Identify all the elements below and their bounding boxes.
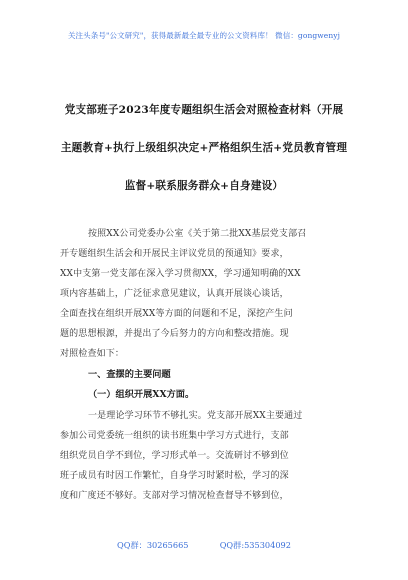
header-banner: 关注头条号"公文研究"，获得最新最全最专业的公文资料库！ 微信：gongwenyj xyxy=(67,31,341,40)
footer-qq-group-1: QQ群：30265665 xyxy=(117,540,189,550)
document-title-line-3: 监督+联系服务群众+自身建设） xyxy=(124,180,284,192)
intro-line-6: 题的思想根源，并提出了今后努力的方向和整改措施。现 xyxy=(60,329,289,339)
para2-line-2: 参加公司党委统一组织的读书班集中学习方式进行，支部 xyxy=(60,431,289,441)
para2-line-4: 班子成员有时因工作繁忙，自身学习时紧时松，学习的深 xyxy=(60,471,289,481)
document-title-line-1: 党支部班子2023年度专题组织生活会对照检查材料（开展 xyxy=(64,104,344,116)
para2-line-1: 一是理论学习环节不够扎实。党支部开展XX主要通过 xyxy=(88,411,303,421)
document-title-line-2: 主题教育+执行上级组织决定+严格组织生活+党员教育管理 xyxy=(60,142,348,154)
intro-line-7: 对照检查如下： xyxy=(60,349,125,359)
footer-contacts xyxy=(0,540,408,551)
footer-qq-group-2: QQ群:535304092 xyxy=(219,540,291,550)
para2-line-5: 度和广度还不够好。支部对学习情况检查督导不够到位， xyxy=(60,491,289,501)
section-heading-1: 一、查摆的主要问题 xyxy=(88,369,171,380)
para2-line-3: 组织党员自学不到位，学习形式单一。交流研讨不够到位 xyxy=(60,451,289,461)
section-heading-2: （一）组织开展XX方面。 xyxy=(88,389,195,400)
intro-line-1: 按照XX公司党委办公室《关于第二批XX基层党支部召 xyxy=(88,229,307,239)
intro-line-4: 项内容基础上，广泛征求意见建议，认真开展谈心谈话， xyxy=(60,289,289,299)
intro-line-3: XX中支第一党支部在深入学习贯彻XX，学习通知明确的XX xyxy=(60,269,301,279)
intro-line-2: 开专题组织生活会和开展民主评议党员的预通知》要求， xyxy=(60,249,289,259)
intro-line-5: 全面查找在组织开展XX等方面的问题和不足，深挖产生问 xyxy=(60,309,293,319)
